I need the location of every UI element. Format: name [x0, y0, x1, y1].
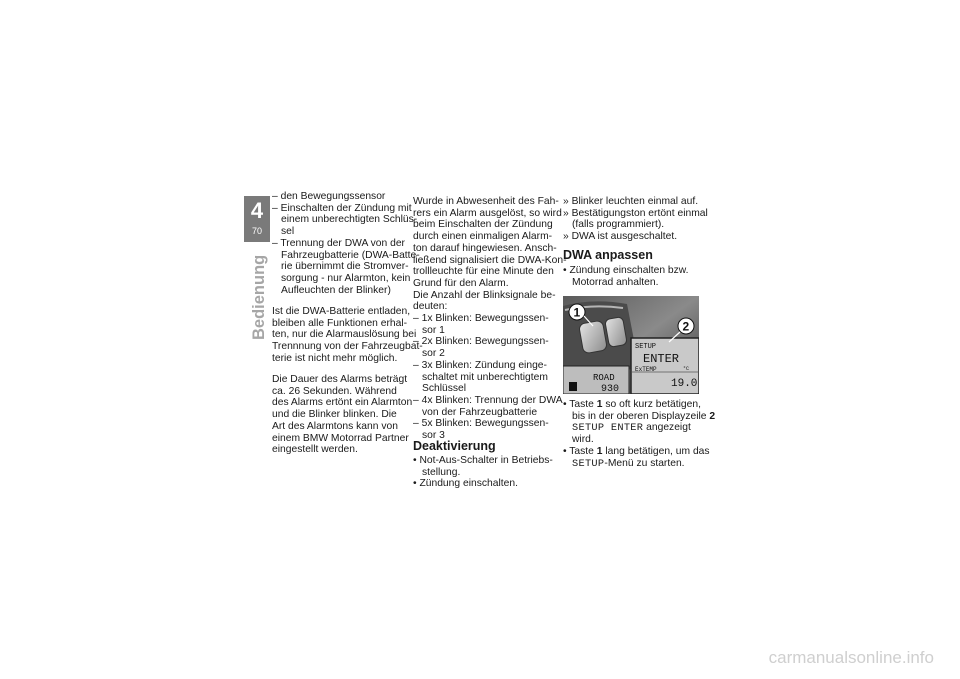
text-line: sor 3 [422, 430, 445, 441]
handlebar-display-photo [563, 296, 699, 394]
step-2-line [572, 458, 685, 471]
display-enter: ENTER [643, 352, 680, 366]
display-code: SETUP [572, 457, 605, 470]
bullet-line: • Not-Aus-Schalter in Betriebs- [413, 455, 553, 466]
text-line: ca. 26 Sekunden. Während [272, 385, 397, 397]
text-line: ließend signalisiert die DWA-Kon- [413, 254, 567, 266]
column-2 [413, 196, 567, 496]
step-2-line [563, 446, 710, 458]
step-text: -Menü zu starten. [604, 457, 685, 469]
text-line: bleiben alle Funktionen erhal- [272, 317, 408, 329]
section-label [237, 250, 277, 342]
heading-dwa-anpassen: DWA anpassen [563, 248, 653, 262]
text-line: – 4x Blinken: Trennung der DWA [413, 394, 563, 406]
result-line: » DWA ist ausgeschaltet. [563, 231, 678, 243]
text-line: einem BMW Motorrad Partner [272, 432, 409, 444]
text-line: – Trennung der DWA von der [272, 237, 405, 249]
text-line: von der Fahrzeugbatterie [422, 406, 538, 418]
display-temp: 19.0 [671, 378, 698, 390]
step-1-line [563, 399, 701, 411]
step-text: so oft kurz betätigen, [602, 399, 701, 410]
text-line: Schlüssel [422, 383, 467, 395]
text-line: Fahrzeugbatterie (DWA-Batte- [281, 249, 420, 261]
text-line: einem unberechtigten Schlüs- [281, 214, 418, 226]
text-line: schaltet mit unberechtigtem [422, 371, 548, 383]
heading-deaktivierung: Deaktivierung [413, 439, 496, 453]
column-1 [272, 191, 423, 456]
key-ref-1: 1 [596, 399, 603, 410]
text-line: Ist die DWA-Batterie entladen, [272, 306, 411, 317]
callout-1: 1 [573, 305, 581, 320]
text-line: Die Dauer des Alarms beträgt [272, 374, 408, 385]
text-line: sel [281, 226, 295, 238]
step-text: • Taste [563, 445, 597, 457]
bullet-line: stellung. [422, 466, 461, 478]
text-line: sor 2 [422, 348, 445, 360]
bullet-line: • Zündung einschalten bzw. [563, 265, 689, 276]
text-line: beim Einschalten der Zündung [413, 219, 553, 231]
step-text: lang betätigen, um das [602, 445, 710, 457]
step-1-line: wird. [572, 434, 594, 446]
text-line: Aufleuchten der Blinker) [281, 284, 391, 296]
text-line: des Alarms ertönt ein Alarmton [272, 397, 413, 409]
text-line: Wurde in Abwesenheit des Fah- [413, 196, 559, 207]
text-line: rers ein Alarm ausgelöst, so wird [413, 207, 562, 219]
text-line: Art des Alarmtons kann von [272, 420, 398, 432]
text-line: durch einen einmaligen Alarm- [413, 231, 553, 243]
step-text: • Taste [563, 399, 597, 410]
text-line: Trennnung von der Fahrzeugbat- [272, 341, 423, 353]
result-line: (falls programmiert). [572, 219, 665, 231]
key-ref-1: 1 [596, 445, 603, 457]
text-line: – 1x Blinken: Bewegungssen- [413, 313, 549, 324]
text-line: – Einschalten der Zündung mit [272, 202, 412, 214]
display-extemp: ExTEMP [635, 366, 657, 373]
display-setup: SETUP [635, 343, 657, 351]
key-ref-2: 2 [709, 410, 716, 422]
text-line: – 2x Blinken: Bewegungssen- [413, 336, 549, 348]
result-line: » Blinker leuchten einmal auf. [563, 196, 699, 207]
text-line: Die Anzahl der Blinksignale be- [413, 289, 556, 301]
section-label-text: Bedienung [250, 254, 268, 340]
step-text: bis in der oberen Displayzeile [572, 410, 710, 422]
text-line: – den Bewegungssensor [272, 191, 386, 202]
text-line: ton darauf hingewiesen. Ansch- [413, 242, 557, 254]
display-unit: °C [683, 366, 690, 372]
bullet-line: • Zündung einschalten. [413, 478, 518, 490]
step-text: angezeigt [643, 422, 691, 434]
text-line: trollleuchte für eine Minute den [413, 266, 554, 278]
text-line: ten, nur die Alarmauslösung bei [272, 329, 417, 341]
text-line: deuten: [413, 301, 448, 313]
text-line: sorgung - nur Alarmton, kein [281, 272, 411, 284]
display-road: ROAD [593, 373, 615, 383]
text-line: eingestellt werden. [272, 444, 358, 456]
display-odo: 930 [601, 384, 620, 394]
result-line: » Bestätigungston ertönt einmal [563, 207, 708, 219]
text-line: Grund für den Alarm. [413, 277, 509, 289]
text-line: und die Blinker blinken. Die [272, 409, 397, 421]
text-line: rie übernimmt die Stromver- [281, 261, 409, 273]
callout-2: 2 [682, 319, 690, 334]
watermark: carmanualsonline.info [768, 648, 934, 667]
text-line: – 3x Blinken: Zündung einge- [413, 359, 547, 371]
bullet-line: Motorrad anhalten. [572, 276, 659, 288]
text-line: sor 1 [422, 324, 445, 336]
display-code: SETUP ENTER [572, 422, 644, 435]
chapter-number: 4 [250, 198, 264, 223]
step-1-line [572, 411, 715, 423]
step-1-line [572, 422, 691, 435]
text-line: terie ist nicht mehr möglich. [272, 352, 398, 364]
text-line: – 5x Blinken: Bewegungssen- [413, 418, 549, 430]
page-number: 70 [251, 226, 262, 236]
lock-icon [569, 382, 577, 391]
